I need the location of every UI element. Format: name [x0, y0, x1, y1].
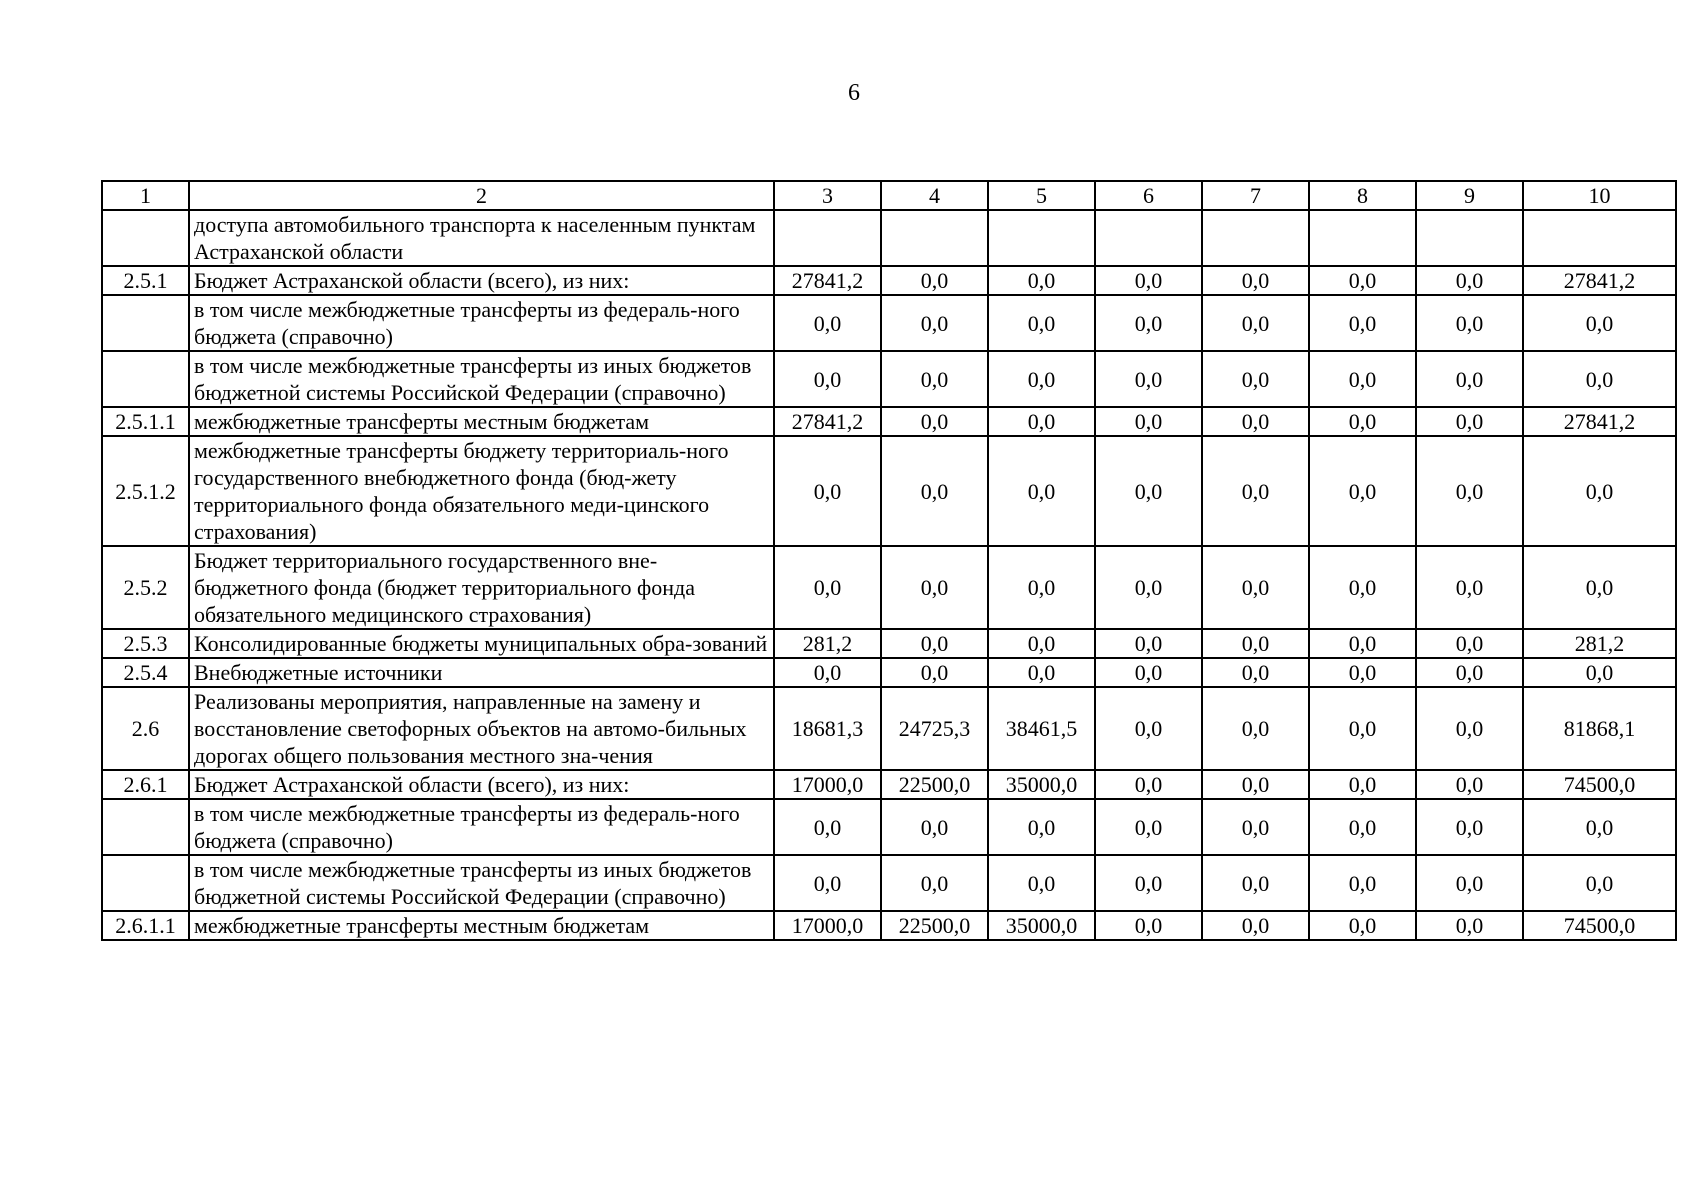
- row-code-cell: [102, 295, 189, 351]
- row-value-cell: 27841,2: [1523, 266, 1676, 295]
- table-row: [102, 911, 1676, 940]
- header-cell: 5: [988, 181, 1095, 210]
- row-code-cell: 2.6.1.1: [102, 911, 189, 940]
- row-value-cell: 0,0: [1309, 799, 1416, 855]
- row-value-cell: 0,0: [1416, 546, 1523, 629]
- row-value-cell: 0,0: [881, 658, 988, 687]
- row-code-cell: 2.5.4: [102, 658, 189, 687]
- header-cell: 9: [1416, 181, 1523, 210]
- row-value-cell: 0,0: [1416, 799, 1523, 855]
- row-value-cell: 17000,0: [774, 770, 881, 799]
- row-value-cell: 35000,0: [988, 770, 1095, 799]
- row-value-cell: 0,0: [881, 266, 988, 295]
- row-value-cell: 0,0: [1309, 436, 1416, 546]
- table-row: [102, 351, 1676, 407]
- row-value-cell: 0,0: [881, 546, 988, 629]
- row-value-cell: 0,0: [1416, 770, 1523, 799]
- row-value-cell: 0,0: [1309, 658, 1416, 687]
- page-number: 6: [848, 80, 860, 106]
- row-value-cell: 0,0: [988, 266, 1095, 295]
- row-value-cell: [1416, 210, 1523, 266]
- header-cell: 10: [1523, 181, 1676, 210]
- row-code-cell: 2.5.1: [102, 266, 189, 295]
- row-description-cell: межбюджетные трансферты местным бюджетам: [189, 407, 774, 436]
- row-description-cell: в том числе межбюджетные трансферты из иных бюджетов бюджетной системы Российской Федерации (справочно): [189, 351, 774, 407]
- row-value-cell: 0,0: [1095, 436, 1202, 546]
- row-value-cell: 0,0: [1416, 266, 1523, 295]
- row-value-cell: 0,0: [1202, 436, 1309, 546]
- row-value-cell: 0,0: [1095, 546, 1202, 629]
- row-description-cell: межбюджетные трансферты бюджету территориаль-ного государственного внебюджетного фонда (бюд-жету территориального фонда обязательного меди-цинского страхования): [189, 436, 774, 546]
- row-value-cell: 0,0: [1416, 407, 1523, 436]
- row-code-cell: [102, 351, 189, 407]
- row-description-cell: Реализованы мероприятия, направленные на замену и восстановление светофорных объектов на автомо-бильных дорогах общего пользования местного зна-чения: [189, 687, 774, 770]
- header-cell: 1: [102, 181, 189, 210]
- row-value-cell: 0,0: [988, 436, 1095, 546]
- row-value-cell: 0,0: [1202, 687, 1309, 770]
- row-value-cell: 0,0: [1309, 687, 1416, 770]
- row-value-cell: 38461,5: [988, 687, 1095, 770]
- row-value-cell: 0,0: [1523, 295, 1676, 351]
- row-value-cell: 0,0: [1202, 799, 1309, 855]
- row-value-cell: 27841,2: [774, 407, 881, 436]
- row-value-cell: 0,0: [988, 351, 1095, 407]
- row-value-cell: 0,0: [1202, 407, 1309, 436]
- row-value-cell: 27841,2: [1523, 407, 1676, 436]
- row-code-cell: 2.5.3: [102, 629, 189, 658]
- row-value-cell: 0,0: [1523, 799, 1676, 855]
- row-value-cell: 0,0: [1523, 658, 1676, 687]
- row-value-cell: 0,0: [881, 436, 988, 546]
- row-value-cell: 0,0: [1095, 911, 1202, 940]
- row-value-cell: 0,0: [1523, 855, 1676, 911]
- row-value-cell: 0,0: [1309, 351, 1416, 407]
- row-description-cell: Консолидированные бюджеты муниципальных обра-зований: [189, 629, 774, 658]
- row-value-cell: 0,0: [1202, 629, 1309, 658]
- row-description-cell: в том числе межбюджетные трансферты из иных бюджетов бюджетной системы Российской Федерации (справочно): [189, 855, 774, 911]
- table-row: [102, 770, 1676, 799]
- row-description-cell: Бюджет территориального государственного вне-бюджетного фонда (бюджет территориального фонда обязательного медицинского страхования): [189, 546, 774, 629]
- header-cell: 6: [1095, 181, 1202, 210]
- row-description-cell: в том числе межбюджетные трансферты из федераль-ного бюджета (справочно): [189, 799, 774, 855]
- column-number-header-row: [102, 181, 1676, 210]
- row-value-cell: 0,0: [1416, 911, 1523, 940]
- row-code-cell: [102, 799, 189, 855]
- row-code-cell: 2.5.1.1: [102, 407, 189, 436]
- row-code-cell: 2.6: [102, 687, 189, 770]
- row-value-cell: 0,0: [1309, 407, 1416, 436]
- table-row: [102, 687, 1676, 770]
- row-description-cell: в том числе межбюджетные трансферты из федераль-ного бюджета (справочно): [189, 295, 774, 351]
- row-value-cell: 0,0: [1202, 546, 1309, 629]
- row-value-cell: [1309, 210, 1416, 266]
- table-row: [102, 658, 1676, 687]
- row-value-cell: 0,0: [1095, 799, 1202, 855]
- row-code-cell: 2.5.1.2: [102, 436, 189, 546]
- row-value-cell: 18681,3: [774, 687, 881, 770]
- row-value-cell: 0,0: [1095, 266, 1202, 295]
- row-value-cell: 0,0: [1416, 295, 1523, 351]
- row-description-cell: межбюджетные трансферты местным бюджетам: [189, 911, 774, 940]
- row-value-cell: 22500,0: [881, 770, 988, 799]
- row-value-cell: 0,0: [1202, 855, 1309, 911]
- row-value-cell: 0,0: [1416, 687, 1523, 770]
- header-cell: 2: [189, 181, 774, 210]
- row-value-cell: 0,0: [1095, 687, 1202, 770]
- row-value-cell: 74500,0: [1523, 770, 1676, 799]
- row-value-cell: 0,0: [1416, 855, 1523, 911]
- row-value-cell: 281,2: [1523, 629, 1676, 658]
- row-value-cell: 0,0: [1416, 658, 1523, 687]
- table-row: [102, 799, 1676, 855]
- row-value-cell: 74500,0: [1523, 911, 1676, 940]
- row-value-cell: 27841,2: [774, 266, 881, 295]
- row-value-cell: 0,0: [1095, 295, 1202, 351]
- row-value-cell: 0,0: [881, 295, 988, 351]
- row-value-cell: 0,0: [1095, 629, 1202, 658]
- header-cell: 7: [1202, 181, 1309, 210]
- row-value-cell: 35000,0: [988, 911, 1095, 940]
- row-value-cell: 0,0: [1416, 629, 1523, 658]
- row-value-cell: 281,2: [774, 629, 881, 658]
- header-cell: 8: [1309, 181, 1416, 210]
- row-value-cell: 24725,3: [881, 687, 988, 770]
- row-description-cell: доступа автомобильного транспорта к населенным пунктам Астраханской области: [189, 210, 774, 266]
- table-row: [102, 855, 1676, 911]
- row-value-cell: 0,0: [1095, 407, 1202, 436]
- row-value-cell: 0,0: [1309, 629, 1416, 658]
- row-value-cell: 0,0: [1095, 351, 1202, 407]
- row-value-cell: 0,0: [1309, 770, 1416, 799]
- row-value-cell: 0,0: [988, 407, 1095, 436]
- row-code-cell: [102, 210, 189, 266]
- row-value-cell: 0,0: [881, 799, 988, 855]
- row-value-cell: [1202, 210, 1309, 266]
- row-code-cell: [102, 855, 189, 911]
- budget-table: [101, 180, 1677, 941]
- row-value-cell: 0,0: [774, 855, 881, 911]
- row-value-cell: 0,0: [881, 407, 988, 436]
- header-cell: 4: [881, 181, 988, 210]
- row-value-cell: 0,0: [1523, 436, 1676, 546]
- row-value-cell: 0,0: [774, 295, 881, 351]
- row-value-cell: 0,0: [774, 658, 881, 687]
- row-value-cell: 0,0: [774, 436, 881, 546]
- table-row: [102, 407, 1676, 436]
- row-value-cell: 0,0: [988, 799, 1095, 855]
- row-value-cell: 0,0: [1095, 855, 1202, 911]
- row-description-cell: Бюджет Астраханской области (всего), из них:: [189, 266, 774, 295]
- table-body: [102, 181, 1676, 940]
- row-value-cell: [881, 210, 988, 266]
- row-value-cell: 0,0: [1523, 351, 1676, 407]
- row-value-cell: 0,0: [1202, 266, 1309, 295]
- row-value-cell: 81868,1: [1523, 687, 1676, 770]
- table-row: [102, 266, 1676, 295]
- row-value-cell: 0,0: [881, 351, 988, 407]
- table-row: [102, 436, 1676, 546]
- row-value-cell: 0,0: [988, 855, 1095, 911]
- row-value-cell: 0,0: [1095, 770, 1202, 799]
- table-row: [102, 546, 1676, 629]
- row-value-cell: 0,0: [988, 629, 1095, 658]
- row-value-cell: 0,0: [1416, 351, 1523, 407]
- row-value-cell: 0,0: [1095, 658, 1202, 687]
- row-value-cell: 22500,0: [881, 911, 988, 940]
- row-value-cell: 0,0: [1416, 436, 1523, 546]
- row-value-cell: 0,0: [881, 855, 988, 911]
- table-row: [102, 295, 1676, 351]
- table-row: [102, 210, 1676, 266]
- row-value-cell: 17000,0: [774, 911, 881, 940]
- row-value-cell: [1523, 210, 1676, 266]
- row-value-cell: 0,0: [1202, 911, 1309, 940]
- row-code-cell: 2.6.1: [102, 770, 189, 799]
- row-value-cell: 0,0: [881, 629, 988, 658]
- row-value-cell: 0,0: [1309, 855, 1416, 911]
- row-value-cell: 0,0: [1309, 911, 1416, 940]
- row-value-cell: 0,0: [774, 799, 881, 855]
- row-code-cell: 2.5.2: [102, 546, 189, 629]
- row-value-cell: 0,0: [774, 351, 881, 407]
- row-value-cell: 0,0: [988, 658, 1095, 687]
- row-value-cell: 0,0: [1309, 295, 1416, 351]
- row-value-cell: 0,0: [988, 546, 1095, 629]
- row-value-cell: [774, 210, 881, 266]
- row-value-cell: 0,0: [774, 546, 881, 629]
- row-value-cell: 0,0: [1309, 546, 1416, 629]
- table-row: [102, 629, 1676, 658]
- row-value-cell: [1095, 210, 1202, 266]
- row-value-cell: 0,0: [988, 295, 1095, 351]
- row-value-cell: 0,0: [1202, 351, 1309, 407]
- row-value-cell: [988, 210, 1095, 266]
- row-description-cell: Внебюджетные источники: [189, 658, 774, 687]
- row-value-cell: 0,0: [1523, 546, 1676, 629]
- row-value-cell: 0,0: [1202, 295, 1309, 351]
- header-cell: 3: [774, 181, 881, 210]
- row-value-cell: 0,0: [1309, 266, 1416, 295]
- row-value-cell: 0,0: [1202, 770, 1309, 799]
- row-value-cell: 0,0: [1202, 658, 1309, 687]
- row-description-cell: Бюджет Астраханской области (всего), из них:: [189, 770, 774, 799]
